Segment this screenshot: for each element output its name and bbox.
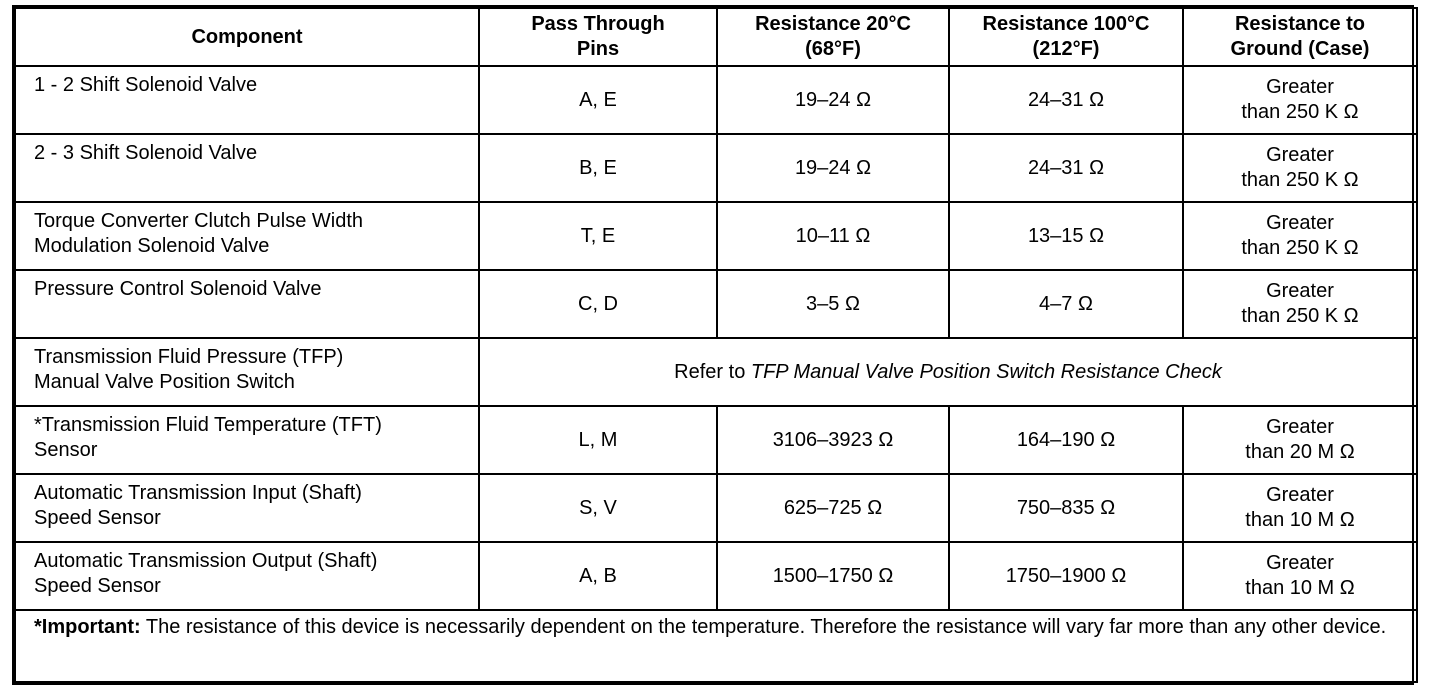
cell-component (15, 66, 479, 134)
header-component (15, 8, 479, 66)
important-note (15, 610, 1417, 682)
cell-ground (1183, 542, 1417, 610)
component-line1: Automatic Transmission Input (Shaft) (34, 482, 362, 504)
component-line1: Transmission Fluid Pressure (TFP) (34, 346, 344, 368)
cell-component (15, 474, 479, 542)
table-row (15, 338, 1417, 406)
cell-r100: 13–15 Ω (949, 202, 1183, 270)
refer-link-text: TFP Manual Valve Position Switch Resistance Check (750, 360, 1222, 383)
cell-r20: 19–24 Ω (717, 134, 949, 202)
cell-component (15, 406, 479, 474)
cell-component (15, 270, 479, 338)
cell-r20: 19–24 Ω (717, 66, 949, 134)
cell-ground (1183, 270, 1417, 338)
cell-r20: 625–725 Ω (717, 474, 949, 542)
refer-prefix: Refer to (674, 360, 751, 383)
ground-line1: Greater (1266, 280, 1334, 302)
cell-component (15, 134, 479, 202)
header-row (15, 8, 1417, 66)
cell-r100: 1750–1900 Ω (949, 542, 1183, 610)
table-row (15, 134, 1417, 202)
cell-pins: C, D (479, 270, 717, 338)
cell-r20: 1500–1750 Ω (717, 542, 949, 610)
cell-pins: L, M (479, 406, 717, 474)
table-row (15, 474, 1417, 542)
cell-refer (479, 338, 1417, 406)
cell-r100: 750–835 Ω (949, 474, 1183, 542)
component-line2: Modulation Solenoid Valve (34, 235, 270, 257)
note-row (15, 610, 1417, 682)
ground-line1: Greater (1266, 76, 1334, 98)
ground-line2: than 20 M Ω (1245, 441, 1355, 463)
cell-pins: B, E (479, 134, 717, 202)
cell-r100: 24–31 Ω (949, 66, 1183, 134)
cell-pins: A, E (479, 66, 717, 134)
component-line2: Speed Sensor (34, 507, 161, 529)
cell-ground (1183, 66, 1417, 134)
cell-r20: 3–5 Ω (717, 270, 949, 338)
component-line: 1 - 2 Shift Solenoid Valve (34, 74, 258, 96)
header-r100-line1: Resistance 100°C (982, 13, 1150, 35)
cell-ground (1183, 474, 1417, 542)
component-line2: Speed Sensor (34, 575, 161, 597)
header-r20-line2: (68°F) (805, 38, 861, 60)
ground-line1: Greater (1266, 552, 1334, 574)
table-row (15, 406, 1417, 474)
note-text: The resistance of this device is necessarily dependent on the temperature. Therefore the resistance will vary far more than any other device. (140, 616, 1387, 638)
header-pins-line1: Pass Through (531, 13, 665, 35)
component-line: 2 - 3 Shift Solenoid Valve (34, 142, 258, 164)
cell-ground (1183, 202, 1417, 270)
cell-r100: 24–31 Ω (949, 134, 1183, 202)
cell-r20: 3106–3923 Ω (717, 406, 949, 474)
note-label: *Important: (34, 616, 141, 638)
cell-pins: S, V (479, 474, 717, 542)
ground-line1: Greater (1266, 212, 1334, 234)
cell-ground (1183, 406, 1417, 474)
cell-pins: T, E (479, 202, 717, 270)
ground-line1: Greater (1266, 484, 1334, 506)
cell-component (15, 542, 479, 610)
header-r100-line2: (212°F) (1032, 38, 1100, 60)
header-pins-line2: Pins (576, 38, 620, 60)
cell-component (15, 338, 479, 406)
cell-component (15, 202, 479, 270)
table-row (15, 66, 1417, 134)
table-row (15, 270, 1417, 338)
header-r20-line1: Resistance 20°C (755, 13, 911, 35)
header-ground (1183, 8, 1417, 66)
component-line1: *Transmission Fluid Temperature (TFT) (34, 414, 382, 436)
ground-line1: Greater (1266, 416, 1334, 438)
component-line2: Sensor (34, 439, 98, 461)
table-row (15, 542, 1417, 610)
resistance-table (14, 7, 1418, 683)
header-ground-line1: Resistance to (1234, 13, 1366, 35)
header-pins (479, 8, 717, 66)
component-line: Pressure Control Solenoid Valve (34, 278, 322, 300)
ground-line2: than 250 K Ω (1241, 305, 1359, 327)
header-r20 (717, 8, 949, 66)
cell-r100: 4–7 Ω (949, 270, 1183, 338)
cell-ground (1183, 134, 1417, 202)
component-line1: Torque Converter Clutch Pulse Width (34, 210, 364, 232)
cell-r100: 164–190 Ω (949, 406, 1183, 474)
header-ground-line2: Ground (Case) (1230, 38, 1370, 60)
component-line2: Manual Valve Position Switch (34, 371, 295, 393)
ground-line2: than 250 K Ω (1241, 237, 1359, 259)
ground-line2: than 250 K Ω (1241, 169, 1359, 191)
component-line1: Automatic Transmission Output (Shaft) (34, 550, 378, 572)
header-component-line1: Component (191, 25, 303, 48)
header-r100 (949, 8, 1183, 66)
resistance-table-frame (12, 5, 1414, 685)
ground-line2: than 10 M Ω (1245, 577, 1355, 599)
ground-line2: than 10 M Ω (1245, 509, 1355, 531)
cell-r20: 10–11 Ω (717, 202, 949, 270)
cell-pins: A, B (479, 542, 717, 610)
ground-line1: Greater (1266, 144, 1334, 166)
ground-line2: than 250 K Ω (1241, 101, 1359, 123)
table-row (15, 202, 1417, 270)
